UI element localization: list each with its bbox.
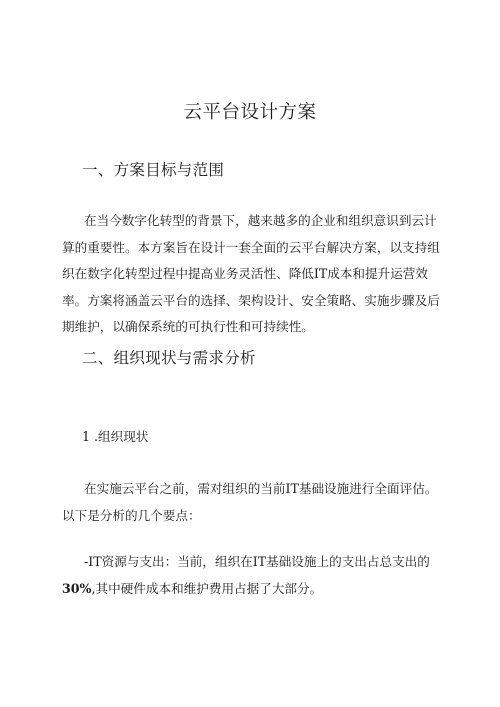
percent-value: 30% — [62, 580, 92, 596]
paragraph-line: 在实施云平台之前，需对组织的当前IT基础设施进行全面评估。 — [84, 481, 438, 496]
subsection-title: 1 .组织现状 — [82, 429, 149, 444]
paragraph-line: 在当今数字化转型的背景下，越来越多的企业和组织意识到云计 — [84, 213, 437, 228]
paragraph-line: 以下是分析的几个要点： — [62, 507, 201, 523]
paragraph-line: -IT资源与支出：当前，组织在IT基础设施上的支出占总支出的 — [84, 554, 430, 569]
paragraph-line — [62, 576, 442, 603]
section-goals-paragraph — [62, 208, 442, 341]
paragraph-line: 期维护，以确保系统的可执行性和可持续性。 — [62, 319, 314, 334]
paragraph-line-rest: ,其中硬件成本和维护费用占据了大部分。 — [91, 580, 323, 596]
paragraph-line: 织在数字化转型过程中提高业务灵活性、降低IT成本和提升运营效 — [62, 266, 428, 281]
paragraph-line: 算的重要性。本方案旨在设计一套全面的云平台解决方案，以支持组 — [62, 239, 440, 255]
section-heading-goals: 一、方案目标与范围 — [82, 161, 225, 179]
assessment-paragraph — [62, 476, 442, 529]
paragraph-line: 率。方案将涵盖云平台的选择、架构设计、安全策略、实施步骤及后 — [62, 292, 440, 308]
document-title: 云平台设计方案 — [183, 102, 317, 123]
it-resources-point — [62, 549, 442, 602]
section-heading-analysis: 二、组织现状与需求分析 — [82, 349, 256, 367]
